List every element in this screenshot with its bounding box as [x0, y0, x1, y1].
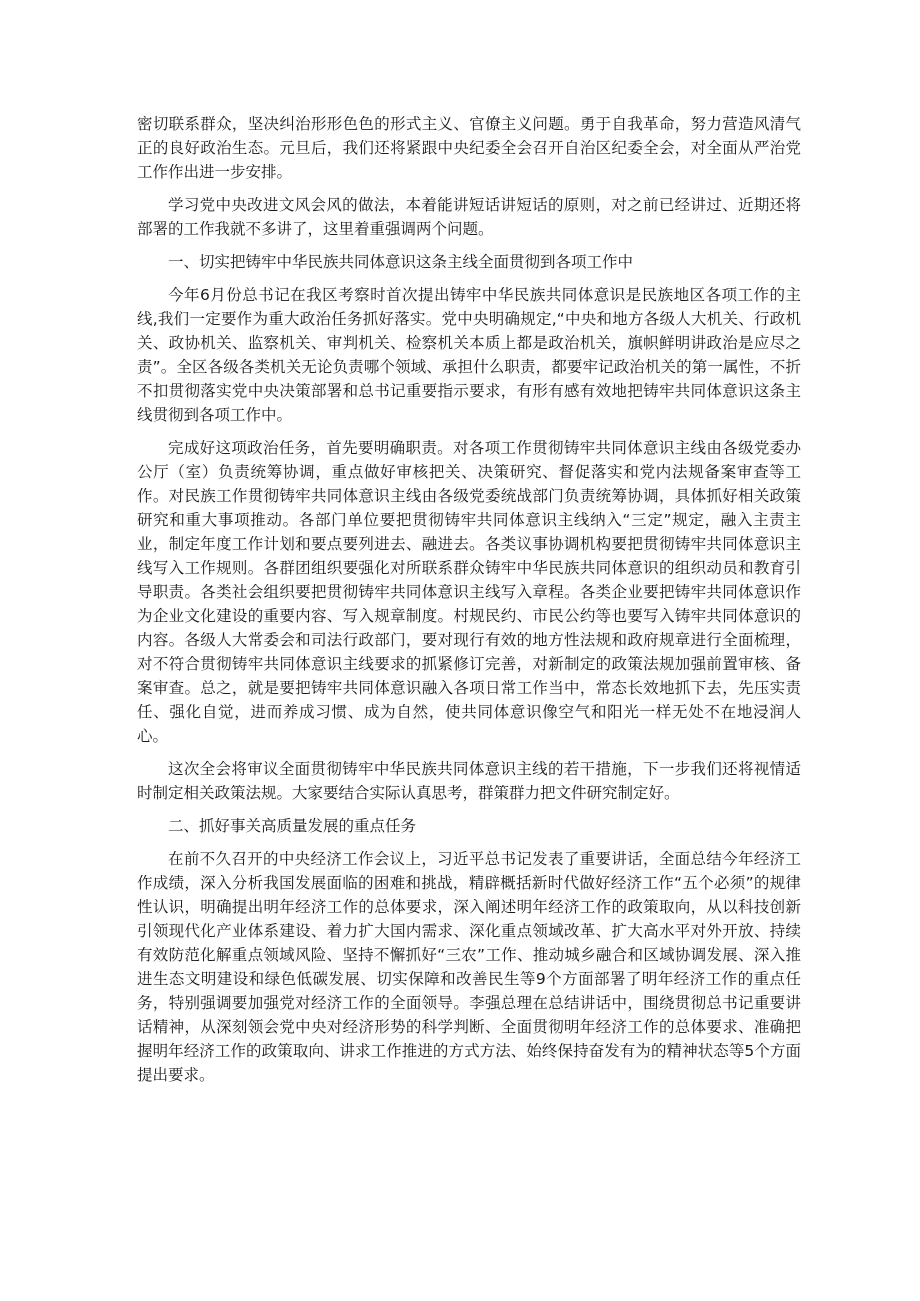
paragraph-section2-1: 在前不久召开的中央经济工作会议上，习近平总书记发表了重要讲话，全面总结今年经济工作成绩，深入分析我国发展面临的困难和挑战，精辟概括新时代做好经济工作“五个必须”的规律性认识，明确提出明年经济工作的总体要求，深入阐述明年经济工作的政策取向，从以科技创新引领现代化产业体系建设、着力扩大国内需求、深化重点领域改革、扩大高水平对外开放、持续有效防范化解重点领域风险、坚持不懈抓好“三农”工作、推动城乡融合和区域协调发展、深入推进生态文明建设和绿色低碳发展、切实保障和改善民生等9个方面部署了明年经济工作的重点任务，特别强调要加强党对经济工作的全面领导。李强总理在总结讲话中，围绕贯彻总书记重要讲话精神，从深刻领会党中央对经济形势的科学判断、全面贯彻明年经济工作的总体要求、准确把握明年经济工作的政策取向、讲求工作推进的方式方法、始终保持奋发有为的精神状态等5个方面提出要求。: [137, 850, 801, 1084]
section-heading-2: 二、抓好事关高质量发展的重点任务: [168, 817, 417, 835]
paragraph-section1-3: 这次全会将审议全面贯彻铸牢中华民族共同体意识主线的若干措施，下一步我们还将视情适时制定相关政策法规。大家要结合实际认真思考，群策群力把文件研究制定好。: [137, 760, 801, 802]
paragraph-intro: 学习党中央改进文风会风的做法，本着能讲短话讲短话的原则，对之前已经讲过、近期还将部署的工作我就不多讲了，这里着重强调两个问题。: [137, 196, 801, 238]
section-heading-1: 一、切实把铸牢中华民族共同体意识这条主线全面贯彻到各项工作中: [168, 253, 634, 271]
paragraph-continuation: 密切联系群众，坚决纠治形形色色的形式主义、官僚主义问题。勇于自我革命，努力营造风清气正的良好政治生态。元旦后，我们还将紧跟中央纪委全会召开自治区纪委全会，对全面从严治党工作作出进一步安排。: [137, 115, 801, 181]
document-body: [137, 112, 801, 1096]
paragraph-section1-1: 今年6月份总书记在我区考察时首次提出铸牢中华民族共同体意识是民族地区各项工作的主线,我们一定要作为重大政治任务抓好落实。党中央明确规定,“中央和地方各级人大机关、行政机关、政协机关、监察机关、审判机关、检察机关本质上都是政治机关，旗帜鲜明讲政治是应尽之责”。全区各级各类机关无论负责哪个领域、承担什么职责，都要牢记政治机关的第一属性，不折不扣贯彻落实党中央决策部署和总书记重要指示要求，有形有感有效地把铸牢共同体意识这条主线贯彻到各项工作中。: [137, 286, 801, 424]
paragraph-section1-2: 完成好这项政治任务，首先要明确职责。对各项工作贯彻铸牢共同体意识主线由各级党委办公厅（室）负责统筹协调，重点做好审核把关、决策研究、督促落实和党内法规备案审查等工作。对民族工作贯彻铸牢共同体意识主线由各级党委统战部门负责统筹协调，具体抓好相关政策研究和重大事项推动。各部门单位要把贯彻铸牢共同体意识主线纳入“三定”规定，融入主责主业，制定年度工作计划和要点要列进去、融进去。各类议事协调机构要把贯彻铸牢共同体意识主线写入工作规则。各群团组织要强化对所联系群众铸牢中华民族共同体意识的组织动员和教育引导职责。各类社会组织要把贯彻铸牢共同体意识主线写入章程。各类企业要把铸牢共同体意识作为企业文化建设的重要内容、写入规章制度。村规民约、市民公约等也要写入铸牢共同体意识的内容。各级人大常委会和司法行政部门，要对现行有效的地方性法规和政府规章进行全面梳理，对不符合贯彻铸牢共同体意识主线要求的抓紧修订完善，对新制定的政策法规加强前置审核、备案审查。总之，就是要把铸牢共同体意识融入各项日常工作当中，常态长效地抓下去，先压实责任、强化自觉，进而养成习惯、成为自然，使共同体意识像空气和阳光一样无处不在地浸润人心。: [137, 439, 801, 745]
